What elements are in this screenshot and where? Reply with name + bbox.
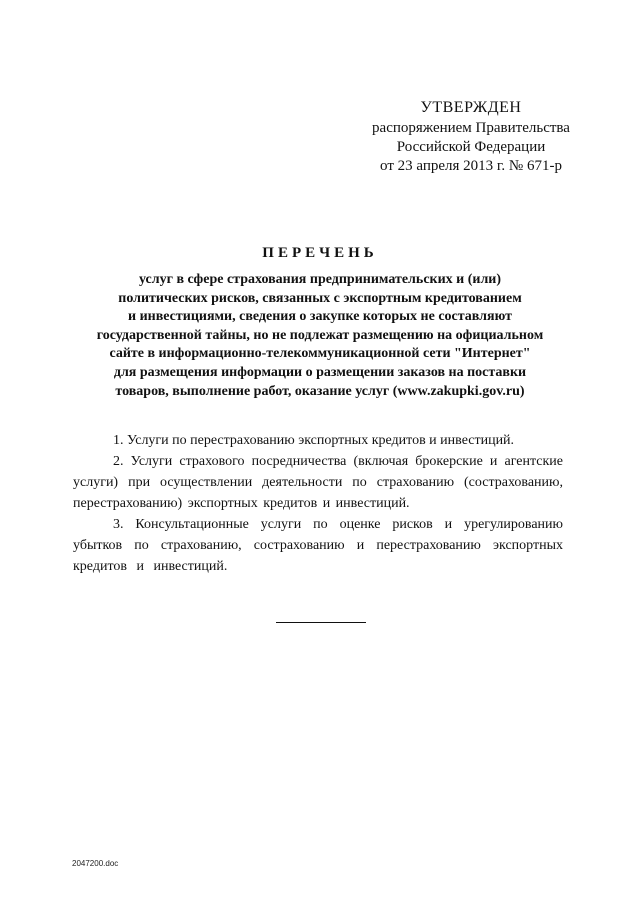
subtitle-line: и инвестициями, сведения о закупке которых не составляют bbox=[128, 309, 512, 325]
subtitle-line: сайте в информационно-телекоммуникационной сети "Интернет" bbox=[109, 346, 531, 362]
list-item-2: 2. Услуги страхового посредничества (включая брокерские и агентские услуги) при осуществлении деятельности по страхованию (сострахованию, перестрахованию) экспортных кредитов и инвестиций. bbox=[73, 454, 563, 511]
subtitle-line: государственной тайны, но не подлежат размещению на официальном bbox=[96, 327, 544, 343]
subtitle-line: услуг в сфере страхования предпринимательских и (или) bbox=[138, 272, 502, 287]
subtitle-line: политических рисков, связанных с экспортным кредитованием bbox=[118, 290, 522, 306]
approval-line-3: от 23 апреля 2013 г. № 671-р bbox=[380, 158, 562, 174]
closing-rule bbox=[276, 622, 366, 623]
document-title: ПЕРЕЧЕНЬ bbox=[262, 245, 378, 261]
approval-heading: УТВЕРЖДЕН bbox=[420, 99, 522, 116]
subtitle-line: для размещения информации о размещении заказов на поставки bbox=[113, 364, 527, 380]
document-subtitle bbox=[70, 271, 570, 401]
file-name-footer: 2047200.doc bbox=[72, 859, 119, 868]
approval-line-2: Российской Федерации bbox=[396, 139, 546, 155]
list-item-3: 3. Консультационные услуги по оценке рисков и урегулированию убытков по страхованию, сострахованию и перестрахованию экспортных кредитов и инвестиций. bbox=[73, 517, 563, 574]
items-list bbox=[73, 430, 563, 577]
list-item-1: 1. Услуги по перестрахованию экспортных кредитов и инвестиций. bbox=[113, 433, 515, 448]
approval-block bbox=[340, 98, 602, 176]
approval-line-1: распоряжением Правительства bbox=[372, 120, 570, 136]
subtitle-line: товаров, выполнение работ, оказание услуг (www.zakupki.gov.ru) bbox=[115, 383, 525, 399]
